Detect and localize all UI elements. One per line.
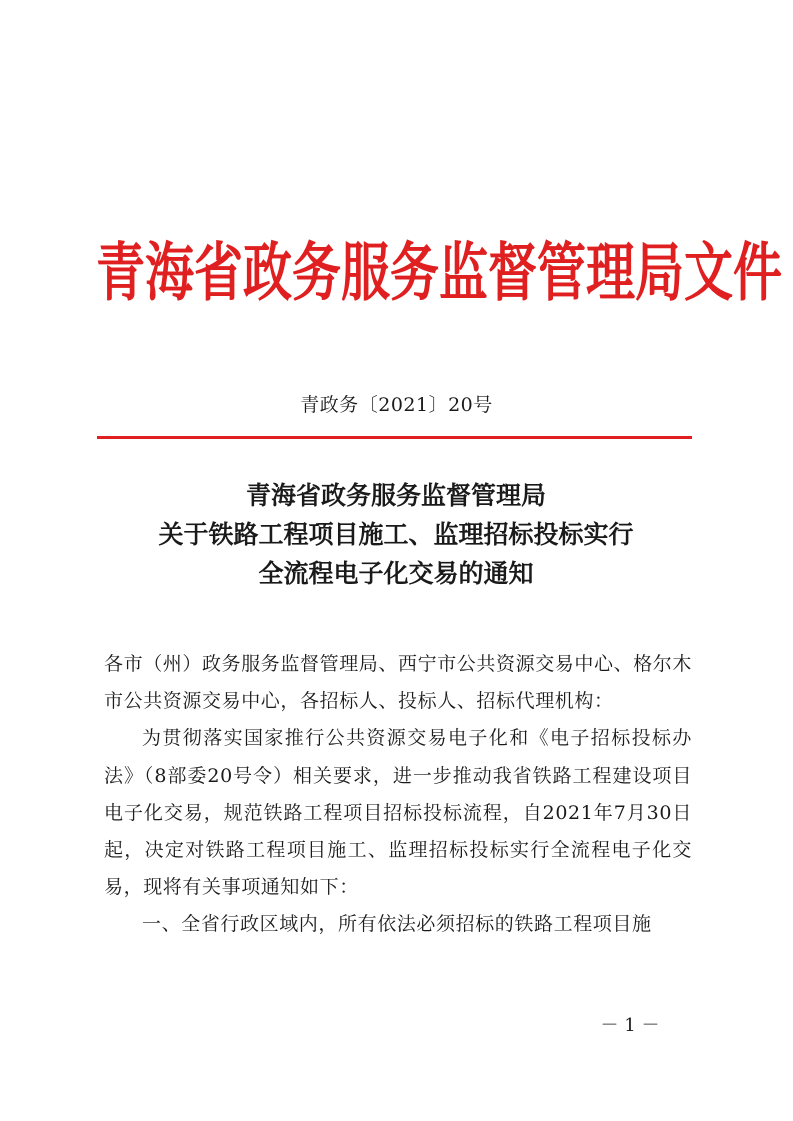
red-header-title: 青海省政务服务监督管理局文件 — [96, 235, 783, 310]
document-body — [104, 646, 692, 944]
page-number: － 1 － — [600, 1015, 660, 1036]
document-title-line-1: 青海省政务服务监督管理局 — [245, 481, 546, 510]
document-number: 青政务〔2021〕20号 — [300, 394, 493, 416]
body-paragraph-2: 一、全省行政区域内，所有依法必须招标的铁路工程项目施 — [142, 913, 652, 936]
addressee-paragraph: 各市（州）政务服务监督管理局、西宁市公共资源交易中心、格尔木市公共资源交易中心，各招标人、投标人、招标代理机构： — [104, 653, 693, 713]
document-title — [96, 476, 696, 593]
red-divider-rule — [97, 436, 692, 439]
document-title-line-3: 全流程电子化交易的通知 — [258, 559, 534, 588]
body-paragraph-1: 为贯彻落实国家推行公共资源交易电子化和《电子招标投标办法》（8部委20号令）相关要求，进一步推动我省铁路工程建设项目电子化交易，规范铁路工程项目招标投标流程，自2021年7月30日起，决定对铁路工程项目施工、监理招标投标实行全流程电子化交易，现将有关事项通知如下： — [104, 727, 692, 899]
document-title-line-2: 关于铁路工程项目施工、监理招标投标实行 — [158, 520, 634, 549]
